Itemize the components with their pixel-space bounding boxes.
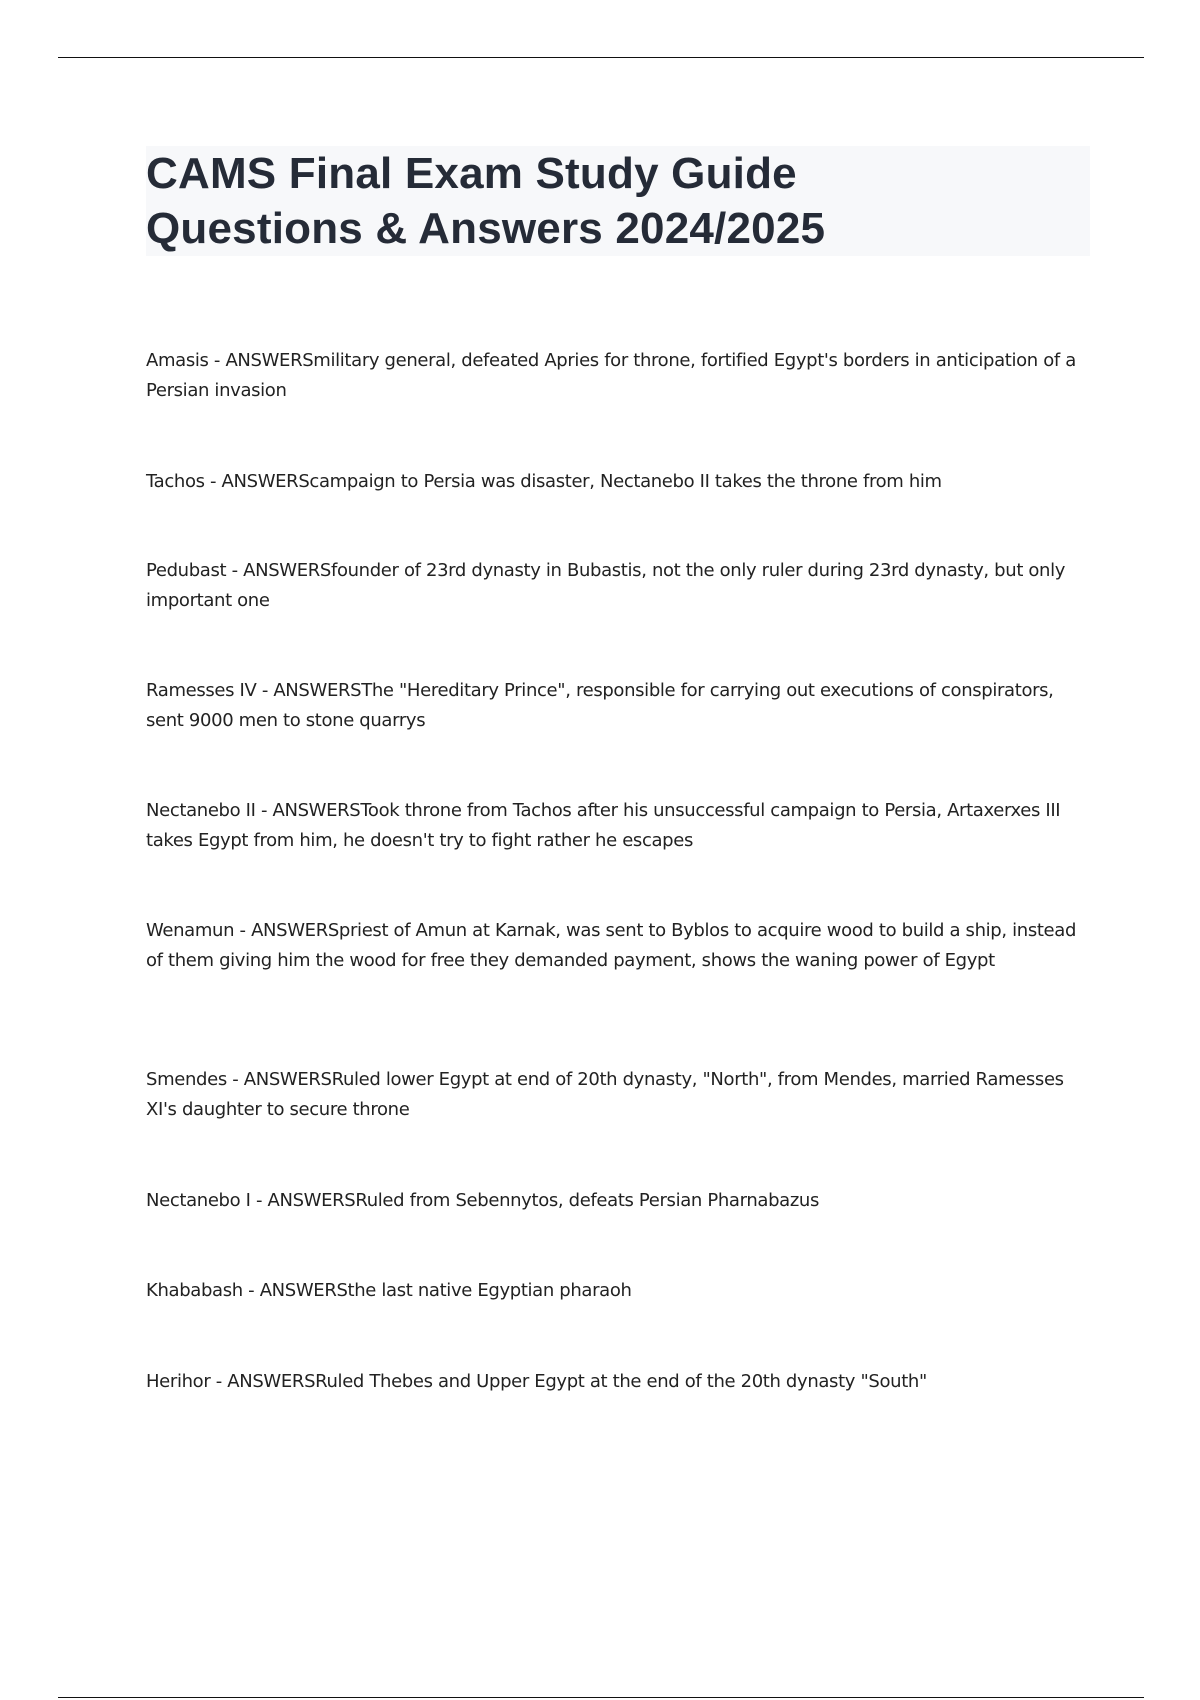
qa-separator: - [208, 350, 226, 371]
qa-entry-tachos [146, 467, 1090, 497]
qa-term: Wenamun [146, 920, 235, 941]
qa-term: Nectanebo II [146, 800, 256, 821]
qa-separator: - [234, 920, 252, 941]
qa-term: Amasis [146, 350, 209, 371]
qa-answer: ANSWERScampaign to Persia was disaster, Nectanebo II takes the throne from him [221, 471, 942, 492]
qa-term: Nectanebo I [146, 1190, 251, 1211]
qa-term: Khababash [146, 1280, 243, 1301]
qa-entry-amasis [146, 346, 1090, 406]
qa-entry-ramesses-iv [146, 676, 1090, 736]
qa-answer: ANSWERSmilitary general, defeated Apries for throne, fortified Egypt's borders in anticipation of a Persian invasion [146, 350, 1076, 401]
title-block [146, 146, 1090, 256]
qa-separator: - [226, 560, 244, 581]
qa-entry-pedubast [146, 556, 1090, 616]
qa-separator: - [204, 471, 222, 492]
qa-separator: - [242, 1280, 260, 1301]
qa-answer: ANSWERSpriest of Amun at Karnak, was sent to Byblos to acquire wood to build a ship, instead of them giving him the wood for free they demanded payment, shows the waning power of Egypt [146, 920, 1077, 971]
qa-answer: ANSWERSThe "Hereditary Prince", responsible for carrying out executions of conspirators, sent 9000 men to stone quarrys [146, 680, 1054, 731]
qa-entry-smendes [146, 1065, 1090, 1125]
qa-term: Ramesses IV [146, 680, 257, 701]
qa-separator: - [226, 1069, 244, 1090]
qa-separator: - [250, 1190, 268, 1211]
qa-answer: ANSWERSRuled Thebes and Upper Egypt at the end of the 20th dynasty "South" [227, 1371, 927, 1392]
qa-answer: ANSWERSfounder of 23rd dynasty in Bubastis, not the only ruler during 23rd dynasty, but only important one [146, 560, 1066, 611]
bottom-divider [58, 1697, 1144, 1698]
qa-answer: ANSWERSRuled lower Egypt at end of 20th dynasty, "North", from Mendes, married Ramesses XI's daughter to secure throne [146, 1069, 1064, 1120]
qa-term: Smendes [146, 1069, 227, 1090]
qa-separator: - [255, 800, 273, 821]
qa-term: Pedubast [146, 560, 227, 581]
qa-answer: ANSWERSTook throne from Tachos after his unsuccessful campaign to Persia, Artaxerxes III takes Egypt from him, he doesn't try to fight rather he escapes [146, 800, 1061, 851]
qa-term: Tachos [146, 471, 205, 492]
qa-entry-wenamun [146, 916, 1090, 976]
qa-entry-khababash [146, 1276, 1090, 1306]
top-divider [58, 57, 1144, 58]
qa-entry-nectanebo-ii [146, 796, 1090, 856]
qa-answer: ANSWERSthe last native Egyptian pharaoh [259, 1280, 632, 1301]
page-title-line-2: Questions & Answers 2024/2025 [146, 204, 826, 253]
qa-term: Herihor [146, 1371, 211, 1392]
qa-separator: - [256, 680, 274, 701]
page-title-line-1: CAMS Final Exam Study Guide [146, 149, 797, 198]
qa-separator: - [210, 1371, 228, 1392]
qa-entry-nectanebo-i [146, 1186, 1090, 1216]
qa-entry-herihor [146, 1367, 1090, 1397]
qa-answer: ANSWERSRuled from Sebennytos, defeats Persian Pharnabazus [267, 1190, 820, 1211]
